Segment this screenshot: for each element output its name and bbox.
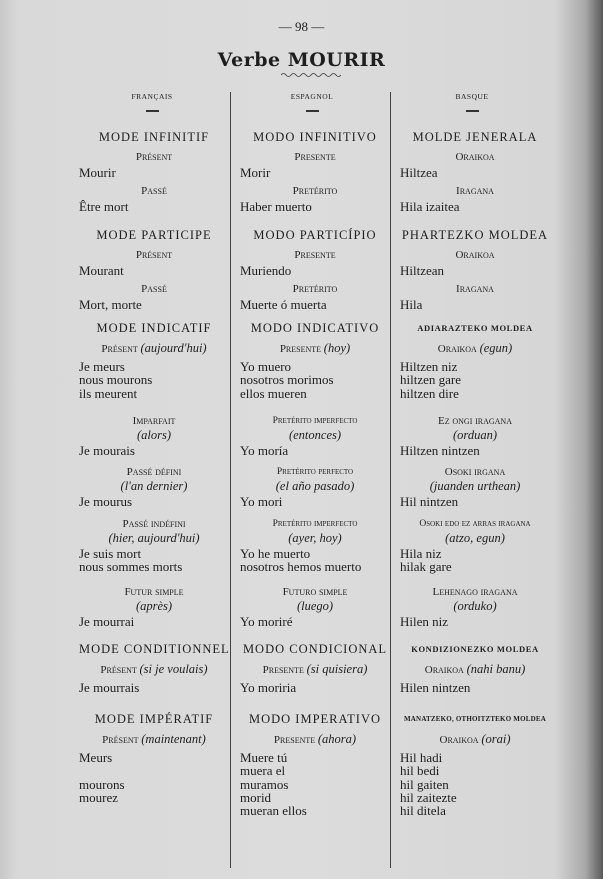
tense-note: (aujourd'hui) (140, 341, 207, 355)
tense-note: (si je voulais) (139, 662, 208, 676)
tense-heading (240, 585, 390, 599)
cell-french (79, 128, 229, 214)
conjugation-lines (400, 547, 550, 574)
tense-label: Oraikoa (424, 664, 464, 676)
tense-note: (juanden urthean) (429, 479, 521, 493)
tense-note: (egun) (479, 341, 513, 355)
divider (146, 110, 159, 112)
mode-heading: MODO INDICATIVO (250, 321, 380, 335)
conjugation-line: mourons (79, 776, 125, 792)
tense-heading (400, 184, 550, 198)
tense-label: Imparfait (132, 415, 176, 427)
tense-label: Futuro simple (282, 586, 348, 598)
conjugation-line: Muriendo (240, 263, 292, 278)
cell-french (79, 710, 229, 804)
conjugation-line: Je meurs (79, 359, 125, 374)
tense-label: Pretérito imperfecto (272, 416, 358, 426)
cell-french (79, 226, 229, 312)
column-divider (230, 92, 231, 868)
conjugation-line: hil ditela (400, 803, 446, 819)
tense-heading (400, 341, 550, 356)
cell-basque (400, 410, 550, 457)
mode-heading: KONDIZIONEZKO MOLDEA (411, 644, 539, 654)
tense-heading (79, 517, 229, 531)
cell-basque (400, 461, 550, 508)
conjugation-lines (240, 615, 390, 628)
tense-heading (400, 662, 550, 677)
conjugation-line: Mourant (79, 263, 124, 278)
tense-label: Pretérito (292, 283, 338, 296)
conjugation-lines (79, 200, 229, 213)
cell-spanish (240, 461, 390, 508)
tense-heading (400, 585, 550, 599)
conjugation-lines (400, 298, 550, 311)
tense-note: (atzo, egun) (445, 531, 505, 545)
tense-label: Lehenago iragana (432, 586, 518, 598)
conjugation-line: Muerte ó muerta (240, 297, 327, 313)
conjugation-line: muera el (240, 763, 286, 779)
tense-note: (ahora) (317, 732, 357, 746)
mode-heading: MODO INFINITIVO (253, 130, 377, 144)
tense-heading (79, 414, 229, 428)
conjugation-line: Hil nintzen (400, 494, 459, 509)
tense-note: (si quisiera) (306, 662, 368, 676)
tense-label: Passé (141, 283, 167, 296)
cell-spanish (240, 513, 390, 574)
tense-label: Présent (102, 734, 139, 746)
conjugation-line: Yo moriria (240, 680, 297, 695)
ornament-squiggle (281, 72, 341, 78)
tense-heading (400, 150, 550, 164)
column-header-label: ESPAGNOL (290, 92, 334, 101)
tense-heading (240, 414, 390, 428)
mode-heading: MODO PARTICÍPIO (253, 228, 377, 242)
mode-heading: MANATZEKO, OTHOITZTEKO MOLDEA (404, 715, 546, 723)
tense-heading (400, 517, 550, 531)
cell-french (79, 640, 229, 694)
tense-heading (240, 184, 390, 198)
tense-label: Presente (279, 343, 322, 355)
column-header-spanish (237, 92, 387, 112)
conjugation-lines (240, 444, 390, 457)
conjugation-lines (240, 547, 390, 574)
conjugation-lines (400, 681, 550, 694)
tense-label: Présent (101, 343, 138, 355)
page-title: Verbe MOURIR (217, 49, 386, 71)
conjugation-lines (240, 681, 390, 694)
conjugation-line: ils meurent (79, 385, 138, 401)
tense-heading (400, 465, 550, 479)
tense-heading (79, 282, 229, 296)
tense-label: Oraikoa (439, 734, 479, 746)
tense-label: Pretérito (292, 185, 338, 198)
conjugation-line: Hilen nintzen (400, 680, 471, 695)
column-header-label: BASQUE (455, 92, 489, 101)
cell-basque (400, 319, 550, 400)
conjugation-lines (400, 200, 550, 213)
tense-label: Presente (262, 664, 304, 676)
tense-heading (79, 732, 229, 747)
conjugation-line (79, 764, 229, 777)
cell-basque (400, 581, 550, 628)
tense-note: (orduko) (453, 599, 497, 613)
tense-heading (79, 465, 229, 479)
tense-heading (400, 414, 550, 428)
conjugation-line: Morir (240, 165, 271, 180)
tense-note: (entonces) (288, 428, 342, 442)
conjugation-lines (79, 495, 229, 508)
tense-note: (hier, aujourd'hui) (108, 531, 200, 545)
conjugation-line: Yo he muerto (240, 546, 311, 561)
mode-heading: MODE IMPÉRATIF (94, 712, 214, 726)
tense-heading (240, 732, 390, 747)
tense-label: Pretérito perfecto (276, 467, 354, 477)
conjugation-lines (79, 615, 229, 628)
conjugation-line: Hiltzen nintzen (400, 443, 480, 458)
column-header-basque (397, 92, 547, 112)
conjugation-line: Hila (400, 297, 423, 313)
cell-basque (400, 640, 550, 694)
conjugation-line: hiltzen dire (400, 385, 459, 401)
conjugation-line: Je mourais (79, 443, 135, 458)
cell-spanish (240, 581, 390, 628)
cell-spanish (240, 319, 390, 400)
tense-label: Presente (294, 249, 336, 261)
mode-heading: MODE INFINITIF (98, 130, 210, 144)
tense-note: (après) (135, 599, 173, 613)
cell-french (79, 513, 229, 574)
cell-spanish (240, 128, 390, 214)
mode-heading: MODO IMPERATIVO (248, 712, 382, 726)
conjugation-line: Yo muero (240, 359, 292, 374)
conjugation-line: Je mourrais (79, 680, 140, 695)
tense-label: Passé défini (126, 466, 182, 478)
tense-heading (79, 184, 229, 198)
conjugation-lines (79, 681, 229, 694)
tense-label: Osoki edo ez arras iragana (419, 519, 531, 529)
tense-heading (240, 465, 390, 479)
conjugation-line: nosotros hemos muerto (240, 559, 362, 575)
tense-heading (79, 341, 229, 356)
cell-basque (400, 710, 550, 817)
conjugation-line: hilak gare (400, 559, 452, 575)
tense-label: Futur simple (124, 586, 184, 598)
conjugation-line: hil bedi (400, 763, 440, 779)
tense-label: Iragana (456, 185, 494, 198)
conjugation-lines (240, 495, 390, 508)
tense-heading (400, 282, 550, 296)
conjugation-lines (400, 444, 550, 457)
tense-note: (hoy) (323, 341, 351, 355)
mode-heading: ADIARAZTEKO MOLDEA (417, 323, 533, 333)
tense-heading (79, 248, 229, 262)
tense-label: Presente (273, 734, 316, 746)
conjugation-lines (79, 360, 229, 400)
cell-spanish (240, 226, 390, 312)
tense-label: Oraikoa (455, 151, 495, 163)
conjugation-lines (79, 166, 229, 179)
tense-label: Oraikoa (455, 249, 495, 261)
conjugation-lines (79, 264, 229, 277)
conjugation-lines (400, 751, 550, 817)
mode-heading: MODE INDICATIF (96, 321, 212, 335)
tense-label: Présent (135, 151, 173, 163)
tense-note: (orai) (481, 732, 511, 746)
conjugation-lines (240, 360, 390, 400)
cell-basque (400, 513, 550, 574)
cell-spanish (240, 640, 390, 694)
cell-spanish (240, 410, 390, 457)
conjugation-line: Être mort (79, 199, 129, 215)
tense-heading (240, 341, 390, 356)
tense-note: (el año pasado) (275, 479, 355, 493)
conjugation-line: nous mourons (79, 372, 153, 388)
tense-note: (l'an dernier) (120, 479, 188, 493)
mode-heading: MOLDE JENERALA (412, 130, 538, 144)
conjugation-lines (400, 615, 550, 628)
tense-heading (240, 150, 390, 164)
conjugation-line: Hiltzea (400, 165, 438, 180)
tense-heading (400, 732, 550, 747)
conjugation-line: Hiltzen niz (400, 359, 458, 374)
conjugation-line: Muere tú (240, 750, 288, 765)
cell-spanish (240, 710, 390, 817)
cell-basque (400, 128, 550, 214)
tense-note: (ayer, hoy) (288, 531, 342, 545)
conjugation-line: Mourir (79, 165, 116, 180)
conjugation-lines (400, 360, 550, 400)
conjugation-line: Yo moriré (240, 614, 293, 629)
tense-label: Présent (135, 249, 173, 261)
mode-heading: PHARTEZKO MOLDEA (401, 228, 549, 242)
tense-heading (79, 585, 229, 599)
conjugation-line: Je mourus (79, 494, 133, 509)
divider (466, 110, 479, 112)
tense-heading (240, 282, 390, 296)
conjugation-line: morid (240, 789, 272, 805)
mode-heading: MODE CONDITIONNEL (79, 642, 230, 656)
cell-french (79, 581, 229, 628)
divider (306, 110, 319, 112)
conjugation-line: nosotros morimos (240, 372, 334, 388)
tense-label: Pretérito imperfecto (272, 519, 358, 529)
conjugation-line: Meurs (79, 750, 113, 765)
conjugation-line: Hil hadi (400, 750, 443, 765)
cell-french (79, 410, 229, 457)
conjugation-lines (79, 751, 229, 804)
conjugation-line: mourez (79, 789, 118, 805)
tense-label: Oraikoa (437, 343, 477, 355)
column-header-label: FRANÇAIS (131, 92, 173, 101)
tense-label: Présent (100, 664, 137, 676)
tense-label: Ez ongi iragana (438, 415, 512, 427)
tense-heading (240, 517, 390, 531)
tense-label: Presente (294, 151, 336, 163)
conjugation-lines (240, 751, 390, 817)
conjugation-lines (79, 298, 229, 311)
tense-label: Osoki irgana (444, 466, 506, 478)
tense-heading (79, 150, 229, 164)
tense-label: Passé (141, 185, 167, 198)
conjugation-lines (240, 298, 390, 311)
tense-heading (240, 662, 390, 677)
tense-label: Iragana (456, 283, 494, 296)
column-header-french (77, 92, 227, 112)
tense-heading (400, 248, 550, 262)
conjugation-line: hiltzen gare (400, 372, 461, 388)
conjugation-lines (79, 444, 229, 457)
cell-french (79, 319, 229, 400)
conjugation-line: Je suis mort (79, 546, 142, 561)
conjugation-line: hil gaiten (400, 776, 449, 792)
conjugation-line: Yo moría (240, 443, 289, 458)
page-number: — 98 — (278, 19, 325, 34)
tense-note: (maintenant) (141, 732, 206, 746)
conjugation-line: nous sommes morts (79, 559, 183, 575)
conjugation-line: Je mourrai (79, 614, 135, 629)
conjugation-line: Hila niz (400, 546, 442, 561)
conjugation-line: mueran ellos (240, 803, 307, 819)
conjugation-line: ellos mueren (240, 385, 307, 401)
mode-heading: MODO CONDICIONAL (242, 642, 388, 656)
tense-note: (luego) (296, 599, 334, 613)
conjugation-line: Yo mori (240, 494, 283, 509)
conjugation-line: muramos (240, 776, 289, 792)
conjugation-line: Hilen niz (400, 614, 449, 629)
column-divider (390, 92, 391, 868)
tense-heading (79, 662, 229, 677)
tense-heading (240, 248, 390, 262)
tense-note: (orduan) (453, 428, 497, 442)
tense-note: (nahi banu) (466, 662, 526, 676)
conjugation-lines (240, 264, 390, 277)
conjugation-line: hil zaitezte (400, 789, 457, 805)
tense-note: (alors) (136, 428, 172, 442)
cell-basque (400, 226, 550, 312)
conjugation-lines (240, 200, 390, 213)
mode-heading: MODE PARTICIPE (96, 228, 212, 242)
conjugation-lines (240, 166, 390, 179)
conjugation-line: Hiltzean (400, 263, 445, 278)
conjugation-line: Haber muerto (240, 199, 312, 215)
conjugation-line: Hila izaitea (400, 199, 460, 215)
conjugation-lines (400, 166, 550, 179)
cell-french (79, 461, 229, 508)
tense-label: Passé indéfini (122, 518, 186, 530)
conjugation-lines (400, 495, 550, 508)
conjugation-lines (400, 264, 550, 277)
conjugation-line: Mort, morte (79, 297, 142, 313)
conjugation-lines (79, 547, 229, 574)
